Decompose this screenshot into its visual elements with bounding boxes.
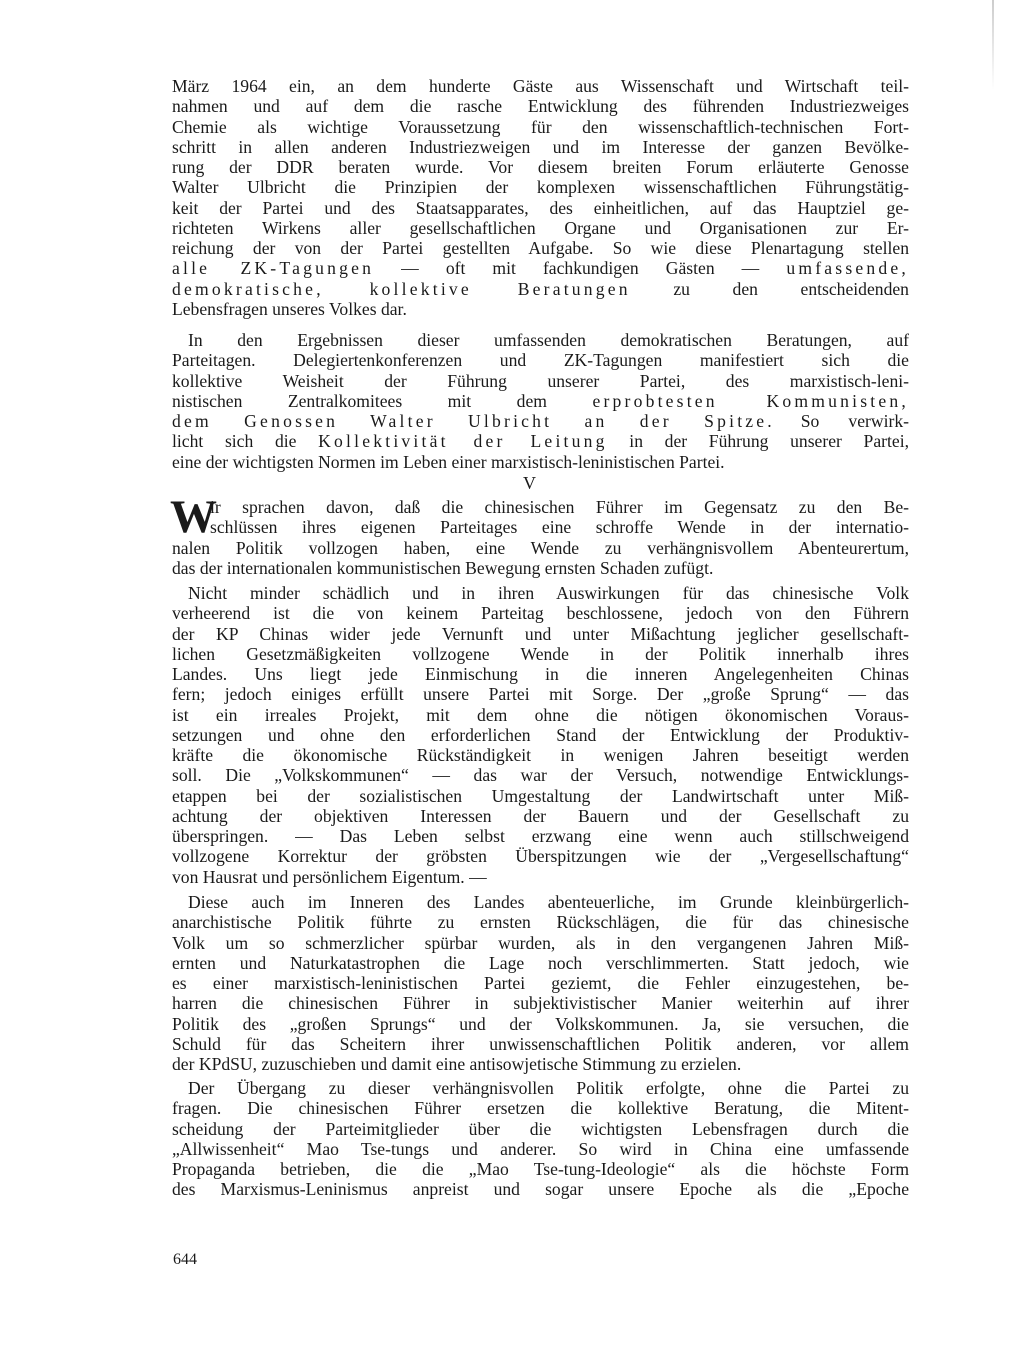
paragraph-chinese-leaders [170, 491, 909, 578]
text-line: Der Übergang zu dieser verhängnisvollen Politik erfolgte, ohne die Partei zu [188, 1078, 909, 1098]
spaced-emphasis: alle ZK-Tagungen [172, 258, 375, 279]
text-line: scheidung der Parteimitglieder über die wichtigsten Lebensfragen durch die [172, 1118, 909, 1139]
text-line: In den Ergebnissen dieser umfassenden demokratischen Beratungen, auf [188, 330, 909, 350]
text-line: fern; jedoch einiges erfüllt unsere Partei mit Sorge. Der „große Sprung“ — das [172, 684, 909, 705]
text-line: lichen Gesetzmäßigkeiten vollzogene Wende in der Politik innerhalb ihres [172, 643, 909, 664]
text-line: der KP Chinas wider jede Vernunft und unter Mißachtung jeglicher gesellschaft- [172, 623, 909, 644]
text-line: nahmen und auf dem die rasche Entwicklung des führenden Industriezweiges [172, 96, 909, 117]
paragraph-transition [172, 1078, 909, 1200]
text-line: rung der DDR beraten wurde. Vor diesem breiten Forum erläuterte Genosse [172, 157, 909, 177]
text-line: vollzogene Korrektur der gröbsten Überspitzungen wie der „Vergesellschaftung“ [172, 846, 909, 867]
paragraph-great-leap [172, 583, 909, 887]
text-line: schritt in allen anderen Industriezweigen und im Interesse der ganzen Bevölke- [172, 136, 909, 157]
text-line: Lebensfragen unseres Volkes dar. [172, 298, 407, 319]
text-line [172, 391, 909, 411]
text-line: anarchistische Politik führte zu ernsten Rückschlägen, die für das chinesische [172, 912, 909, 933]
text-run: . So verwirk- [767, 411, 909, 431]
text-line: eine der wichtigsten Normen im Leben einer marxistisch-leninistischen Partei. [172, 451, 725, 472]
text-line: Diese auch im Inneren des Landes abenteuerliche, im Grunde kleinbürgerlich- [188, 892, 909, 912]
text-line: des Marxismus-Leninismus anpreist und sogar unsere Epoche als die „Epoche [172, 1179, 909, 1200]
text-line: überspringen. — Das Leben selbst erzwang eine wenn auch stillschweigend [172, 826, 909, 846]
spaced-emphasis: erprobtesten Kommunisten, [592, 390, 910, 411]
text-run: nistischen Zentralkomitees mit dem [172, 390, 593, 411]
text-line: nalen Politik vollzogen haben, eine Wende zu verhängnisvollem Abenteurertum, [172, 537, 909, 558]
text-line [172, 258, 909, 278]
drop-cap-letter: W [170, 491, 217, 543]
text-line: richteten Wirkens aller gesellschaftlichen Organe und Organisationen zur Er- [172, 217, 909, 238]
text-line [172, 411, 909, 431]
text-line: setzungen und ohne den erforderlichen Stand der Entwicklung der Produktiv- [172, 724, 909, 745]
spaced-emphasis: umfassende, [786, 258, 909, 279]
text-line: keit der Partei und des Staatsapparates, des einheitlichen, auf das Hauptziel ge- [172, 197, 909, 218]
text-line: achtung der objektiven Interessen der Bauern und der Gesellschaft zu [172, 805, 909, 826]
text-line: Propaganda betrieben, die die „Mao Tse-tung-Ideologie“ als die höchste Form [172, 1159, 909, 1179]
text-line: es einer marxistisch-leninistischen Partei geziemt, die Fehler einzugestehen, be- [172, 973, 909, 993]
text-line: Chemie als wichtige Voraussetzung für den wissenschaftlich-technischen Fort- [172, 116, 909, 137]
scan-edge-mark [992, 0, 994, 90]
text-line: ir sprachen davon, daß die chinesischen Führer im Gegensatz zu den Be- [210, 497, 909, 517]
spaced-emphasis: demokratische, kollektive Beratungen [172, 278, 631, 299]
text-line: verheerend ist die von keinem Parteitag beschlossene, jedoch von den Führern [172, 603, 909, 624]
text-line: Landes. Uns liegt jede Einmischung in die inneren Angelegenheiten Chinas [172, 664, 909, 684]
text-line: Parteitagen. Delegiertenkonferenzen und ZK-Tagungen manifestiert sich die [172, 350, 909, 371]
text-line [172, 431, 909, 451]
text-line: reichung der von der Partei gestellten Aufgabe. So wie diese Plenartagung stellen [172, 238, 909, 258]
text-line: von Hausrat und persönlichem Eigentum. — [172, 866, 487, 887]
text-line: ist ein irreales Projekt, mit dem ohne die nötigen ökonomischen Voraus- [172, 704, 909, 725]
text-run: — oft mit fachkundigen Gästen — [374, 258, 787, 279]
text-line: harren die chinesischen Führer in subjektivistischer Manier weiterhin auf ihrer [172, 993, 909, 1014]
text-line: fragen. Die chinesischen Führer ersetzen die kollektive Beratung, die Mitent- [172, 1098, 909, 1119]
text-run: licht sich die [172, 431, 319, 452]
text-line: etappen bei der sozialistischen Umgestaltung der Landwirtschaft unter Miß- [172, 785, 909, 806]
page-number: 644 [173, 1251, 197, 1268]
paragraph-continuation [172, 76, 909, 319]
text-line: März 1964 ein, an dem hunderte Gäste aus Wissenschaft und Wirtschaft teil- [172, 76, 909, 96]
text-line: Politik des „großen Sprungs“ und der Volkskommunen. Ja, sie versuchen, die [172, 1013, 909, 1034]
spaced-emphasis: dem Genossen Walter Ulbricht an der Spitze [172, 411, 768, 431]
text-run: in der Führung unserer Partei, [607, 431, 909, 452]
text-line: kollektive Weisheit der Führung unserer Partei, des marxistisch-leni- [172, 370, 909, 391]
text-line: soll. Die „Volkskommunen“ — das war der Versuch, notwendige Entwicklungs- [172, 765, 909, 786]
text-line: der KPdSU, zuzuschieben und damit eine antisowjetische Stimmung zu erzielen. [172, 1054, 742, 1074]
text-line [172, 279, 909, 299]
text-line: kräfte die ökonomische Rückständigkeit in wenigen Jahren beseitigt werden [172, 745, 909, 765]
text-line: ernten und Naturkatastrophen die Lage noch verschlimmerten. Statt jedoch, wie [172, 952, 909, 973]
text-line: Schuld für das Scheitern ihrer unwissenschaftlichen Politik anderen, vor allem [172, 1033, 909, 1054]
text-line: Walter Ulbricht die Prinzipien der komplexen wissenschaftlichen Führungstätig- [172, 177, 909, 198]
text-line: das der internationalen kommunistischen Bewegung ernsten Schaden zufügt. [172, 557, 714, 578]
spaced-emphasis: Kollektivität der Leitung [318, 431, 608, 452]
text-line: Nicht minder schädlich und in ihren Auswirkungen für das chinesische Volk [188, 583, 909, 603]
text-line: schlüssen ihres eigenen Parteitages eine schroffe Wende in der internatio- [210, 517, 909, 538]
paragraph-collective-leadership [172, 330, 909, 472]
section-heading: V [523, 473, 536, 493]
text-line: Volk um so schmerzlicher spürbar wurden, als in den vergangenen Jahren Miß- [172, 932, 909, 953]
paragraph-setbacks [172, 892, 909, 1074]
text-line: „Allwissenheit“ Mao Tse-tungs und anderer. So wird in China eine umfassende [172, 1138, 909, 1159]
text-run: zu den entscheidenden [630, 278, 909, 299]
